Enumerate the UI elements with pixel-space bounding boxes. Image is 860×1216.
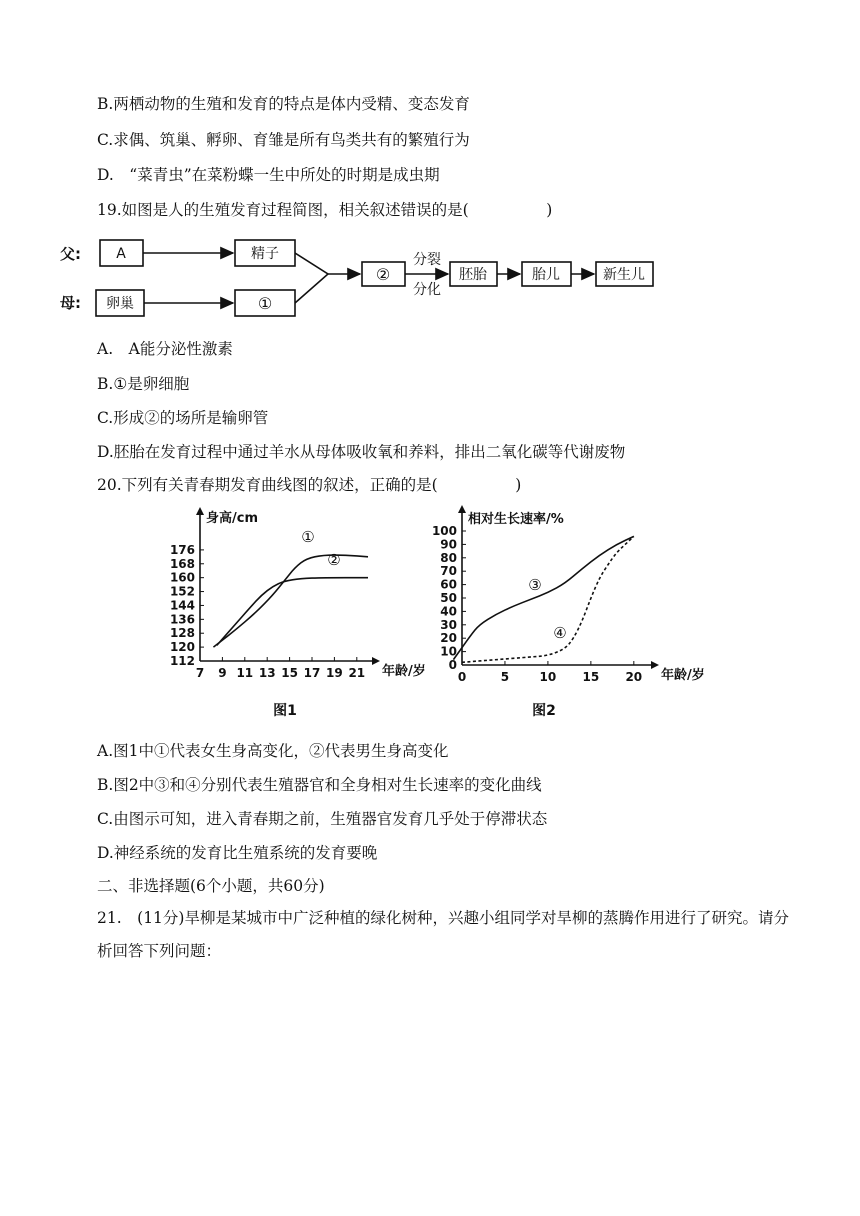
y-tick-label: 136	[169, 612, 195, 627]
x-axis-label: 年龄/岁	[382, 664, 426, 679]
q19-option-a: A. A能分泌性激素	[97, 340, 233, 358]
label-one: ①	[257, 294, 273, 313]
q19-stem: 19.如图是人的生殖发育过程简图，相关叙述错误的是( )	[97, 201, 553, 219]
label-embryo: 胚胎	[459, 267, 487, 283]
chart-height	[150, 505, 426, 725]
y-axis-arrow	[458, 505, 466, 513]
y-tick-label: 80	[440, 550, 457, 565]
series-label: ③	[528, 576, 542, 594]
x-tick-label: 19	[326, 666, 343, 680]
x-tick-label: 9	[218, 666, 227, 680]
label-two: ②	[375, 265, 391, 284]
q18-option-d: D. “菜青虫”在菜粉蝶一生中所处的时期是成虫期	[97, 166, 440, 184]
y-tick-label: 152	[169, 584, 195, 599]
x-tick-label: 5	[500, 670, 510, 684]
father-label: 父:	[60, 245, 81, 263]
series-label: ②	[327, 551, 341, 569]
y-tick-label: 70	[440, 564, 457, 579]
mother-label: 母:	[60, 294, 81, 312]
x-tick-label: 20	[625, 670, 643, 684]
q20-option-b: B.图2中③和④分别代表生殖器官和全身相对生长速率的变化曲线	[97, 776, 542, 794]
series-label: ①	[301, 528, 315, 546]
q19-option-d: D.胚胎在发育过程中通过羊水从母体吸收氧和养料，排出二氧化碳等代谢废物	[97, 443, 626, 461]
x-tick-label: 13	[258, 666, 276, 680]
x-tick-label: 15	[281, 666, 298, 680]
q19-option-c: C.形成②的场所是输卵管	[97, 409, 269, 427]
y-axis-label: 相对生长速率/%	[468, 512, 564, 527]
y-axis-label: 身高/cm	[206, 511, 259, 526]
q20-option-a: A.图1中①代表女生身高变化，②代表男生身高变化	[97, 742, 449, 760]
y-tick-label: 100	[431, 524, 457, 538]
y-tick-label: 40	[440, 604, 457, 619]
x-tick-label: 15	[582, 670, 600, 684]
label-newborn: 新生儿	[603, 267, 645, 283]
x-tick-label: 10	[539, 670, 557, 684]
y-tick-label: 120	[169, 640, 195, 655]
x-tick-label: 7	[195, 666, 205, 680]
x-tick-label: 17	[303, 666, 321, 680]
q18-option-b: B.两栖动物的生殖和发育的特点是体内受精、变态发育	[97, 95, 470, 113]
series-label: ④	[553, 624, 567, 642]
q19-option-b: B.①是卵细胞	[97, 375, 190, 393]
y-tick-label: 112	[169, 654, 195, 668]
y-tick-label: 0	[448, 658, 457, 672]
x-tick-label: 0	[457, 670, 467, 684]
label-fetus: 胎儿	[532, 267, 560, 283]
chart-caption: 图1	[273, 703, 297, 719]
q21-stem: 21. (11分)旱柳是某城市中广泛种植的绿化树种，兴趣小组同学对旱柳的蒸腾作用进行了研究。请分析回答下列问题：	[97, 909, 789, 960]
y-tick-label: 20	[440, 631, 457, 646]
label-split: 分裂	[413, 252, 441, 268]
label-a: A	[116, 246, 126, 262]
y-tick-label: 60	[440, 577, 457, 592]
x-axis-arrow	[651, 661, 659, 669]
chart-growth-rate	[428, 505, 708, 725]
y-tick-label: 176	[169, 542, 195, 557]
label-sperm: 精子	[251, 246, 279, 262]
q18-option-c: C.求偶、筑巢、孵卵、育雏是所有鸟类共有的繁殖行为	[97, 131, 470, 149]
y-tick-label: 30	[440, 617, 457, 632]
reproduction-diagram	[0, 232, 860, 332]
series-line	[462, 536, 634, 662]
q20-option-c: C.由图示可知，进入青春期之前，生殖器官发育几乎处于停滞状态	[97, 810, 548, 828]
chart-caption: 图2	[532, 703, 556, 719]
q20-option-d: D.神经系统的发育比生殖系统的发育要晚	[97, 844, 378, 862]
series-line	[453, 536, 633, 659]
series-line	[217, 578, 368, 646]
y-tick-label: 10	[440, 644, 457, 659]
y-tick-label: 128	[169, 626, 195, 641]
x-tick-label: 21	[348, 666, 366, 680]
x-axis-arrow	[372, 657, 380, 665]
label-diff: 分化	[413, 282, 441, 298]
label-ovary: 卵巢	[106, 296, 134, 312]
y-tick-label: 50	[440, 591, 457, 605]
series-line	[213, 555, 368, 647]
x-axis-label: 年龄/岁	[661, 668, 705, 683]
section-heading: 二、非选择题(6个小题，共60分)	[97, 877, 325, 895]
y-tick-label: 168	[169, 556, 195, 571]
y-tick-label: 144	[169, 598, 195, 613]
y-tick-label: 90	[440, 537, 457, 552]
y-tick-label: 160	[169, 570, 195, 585]
y-axis-arrow	[196, 507, 204, 515]
q20-stem: 20.下列有关青春期发育曲线图的叙述，正确的是( )	[97, 476, 522, 494]
x-tick-label: 11	[236, 666, 254, 680]
